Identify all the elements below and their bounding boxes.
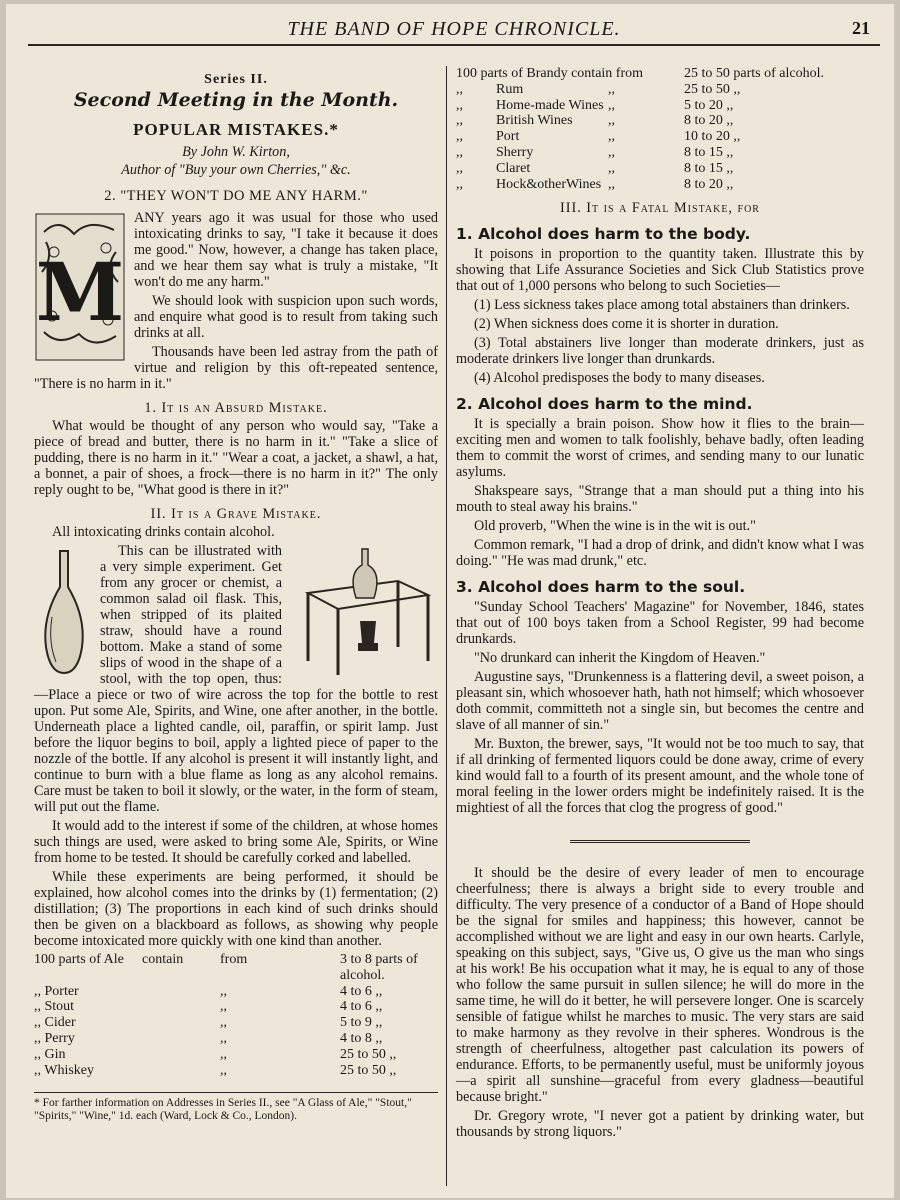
section-2-paragraph-3: It would add to the interest if some of the children, at whose homes such things are used, were asked to bring some Ale, Spirits, or Wine from home to be tested. It should be carefully corked and labelled.: [34, 818, 438, 866]
table-cell: 5 to 9 ,,: [340, 1015, 383, 1031]
table-cell: [142, 1063, 220, 1079]
alcohol-table-left: [34, 952, 438, 1078]
table-cell: 3 to 8 parts of alcohol.: [340, 952, 418, 983]
table-cell: [496, 66, 608, 82]
mind-paragraph-3: Old proverb, "When the wine is in the wit is out.": [474, 518, 756, 535]
section-2-paragraph-4: While these experiments are being performed, it should be explained, how alcohol comes into the drinks by (1) fermentation; (2) distillation; (3) The proportions in each kind of such drinks should then be given on a blackboard as follows, as showing why people become intoxicated more quickly with one kind than another.: [34, 869, 438, 949]
table-cell: 4 to 6 ,,: [340, 983, 383, 999]
body-paragraph: It poisons in proportion to the quantity taken. Illustrate this by showing that Life Assurance Societies and Sick Club Statistics prove that out of 1,000 persons who belong to such Societies—: [456, 246, 864, 295]
flask-illustration-icon: [34, 547, 94, 677]
table-cell: Port: [496, 129, 520, 145]
table-cell: ,,: [608, 144, 615, 160]
intro-paragraph-2: We should look with suspicion upon such words, and enquire what good is to result from taking such drinks at all.: [134, 293, 438, 341]
table-cell: ,,: [456, 144, 463, 160]
table-cell: 25 to 50 ,,: [684, 81, 741, 97]
table-cell: ,, Porter: [34, 983, 79, 999]
table-cell: Hock&otherWines: [496, 176, 602, 192]
table-cell: Claret: [496, 160, 531, 176]
header-rule: [28, 44, 880, 46]
table-cell: 8 to 15 ,,: [684, 144, 734, 160]
table-cell: 10 to 20 ,,: [684, 129, 741, 145]
column-rule: [446, 66, 447, 1186]
table-cell: Rum: [496, 81, 524, 97]
section-subhead: 2. "THEY WON'T DO ME ANY HARM.": [104, 188, 368, 204]
table-cell: [142, 1047, 220, 1063]
ornamental-dropcap-icon: [34, 212, 126, 362]
table-cell: [608, 66, 684, 82]
table-cell: 5 to 20 ,,: [684, 97, 734, 113]
table-cell: ,,: [608, 97, 615, 113]
left-column: [34, 66, 438, 1123]
article-title: POPULAR MISTAKES.*: [133, 120, 339, 139]
table-cell: ,,: [456, 97, 463, 113]
section-2-heading: II. It is a Grave Mistake.: [150, 506, 322, 522]
section-3-heading: III. It is a Fatal Mistake, for: [560, 200, 760, 217]
table-cell: British Wines: [496, 113, 573, 129]
stand-illustration-icon: [288, 543, 438, 683]
table-cell: ,,: [456, 113, 463, 129]
table-cell: contain: [142, 952, 184, 967]
page: [6, 4, 894, 1198]
table-cell: 100 parts of Ale: [34, 952, 124, 967]
alcohol-table-right: [456, 66, 864, 192]
meeting-heading: Second Meeting in the Month.: [73, 89, 399, 111]
soul-heading: 3. Alcohol does harm to the soul.: [456, 578, 746, 597]
table-cell: [142, 1015, 220, 1031]
table-cell: 25 to 50 parts of alcohol.: [684, 66, 824, 81]
table-cell: ,,: [608, 176, 615, 192]
section-2-paragraph-1: All intoxicating drinks contain alcohol.: [52, 524, 275, 540]
table-cell: ,,: [220, 1062, 227, 1078]
body-item-2: (2) When sickness does come it is shorter in duration.: [474, 316, 779, 333]
intro-paragraph: ANY years ago it was usual for those who used intoxicating drinks to say, "I take it because it does me good." Now, however, a change has taken place, and we hear them say what is truly a mistake, "It won't do me any harm.": [134, 210, 438, 290]
table-cell: ,,: [608, 113, 615, 129]
mind-heading: 2. Alcohol does harm to the mind.: [456, 395, 753, 414]
table-cell: ,,: [456, 160, 463, 176]
table-cell: ,, Gin: [34, 1046, 66, 1062]
mind-paragraph-4: Common remark, "I had a drop of drink, and didn't know what I was doing." "He was mad drunk," etc.: [456, 537, 864, 570]
table-cell: 4 to 8 ,,: [340, 1030, 383, 1046]
table-cell: ,,: [456, 81, 463, 97]
table-cell: 8 to 20 ,,: [684, 176, 734, 192]
table-cell: ,,: [220, 1030, 227, 1046]
table-cell: ,, Perry: [34, 1030, 75, 1046]
right-column: [456, 66, 864, 1143]
section-1-paragraph: What would be thought of any person who would say, "Take a piece of bread and butter, there is no harm in it." "Take a slice of pudding, there is no harm in it." "Wear a coat, a jacket, a shawl, a hat, a bonnet, a pair of shoes, a frock—there is no harm in it?" The only reply ought to be, "What good is there in it?": [34, 418, 438, 498]
section-2-paragraph-2: This can be illustrated with a very simple experiment. Get from any grocer or chemist, a common salad oil flask. This, when stripped of its plaited straw, should have a round bottom. Make a stand of some slips of wood in the shape of a stool, with the top open, thus:—Place a piece or two of wire across the top for the bottle to rest upon. Put some Ale, Spirits, and Wine, one after another, in the bottle. Underneath place a lighted candle, oil, paraffin, or spirit lamp. Just before the liquor begins to boil, apply a lighted piece of paper to the nozzle of the bottle. If any alcohol is present it will instantly light, and continue to burn with a blue flame as long as any alcohol remains. Care must be taken to boil it slowly, or the water, in the form of steam, will put out the flame.: [34, 543, 438, 815]
table-cell: [142, 999, 220, 1015]
table-cell: ,,: [608, 129, 615, 145]
soul-paragraph-3: Augustine says, "Drunkenness is a flattering devil, a sweet poison, a pleasant sin, which whosoever hath, hath not himself; which whosoever doth commit, committeth not a single sin, but becomes the centre and slave of all manner of sin.": [456, 669, 864, 734]
table-cell: ,,: [220, 1046, 227, 1062]
soul-paragraph-1: "Sunday School Teachers' Magazine" for November, 1846, states that out of 100 boys taken from a School Register, 99 had become drunkards.: [456, 599, 864, 648]
table-cell: 25 to 50 ,,: [340, 1062, 397, 1078]
table-cell: 25 to 50 ,,: [340, 1046, 397, 1062]
table-cell: [142, 1031, 220, 1047]
table-cell: 8 to 15 ,,: [684, 160, 734, 176]
table-cell: ,,: [456, 129, 463, 145]
body-heading: 1. Alcohol does harm to the body.: [456, 225, 751, 244]
intro-paragraph-3: Thousands have been led astray from the path of virtue and religion by this oft-repeated sentence, "There is no harm in it.": [34, 344, 438, 392]
table-cell: ,,: [608, 160, 615, 176]
running-title: THE BAND OF HOPE CHRONICLE.: [287, 18, 621, 40]
table-cell: ,,: [608, 81, 615, 97]
table-cell: 100 parts of Brandy contain from: [456, 66, 644, 81]
footnote: * For farther information on Addresses in Series II., see "A Glass of Ale," "Stout," "Spirits," "Wine," 1d. each (Ward, Lock & Co., London).: [34, 1092, 438, 1123]
table-cell: ,, Cider: [34, 1015, 76, 1031]
page-header: [28, 14, 880, 44]
soul-paragraph-2: "No drunkard can inherit the Kingdom of Heaven.": [474, 650, 766, 667]
body-item-1: (1) Less sickness takes place among total abstainers than drinkers.: [474, 297, 850, 314]
gregory-paragraph: Dr. Gregory wrote, "I never got a patient by drinking water, but thousands by strong liquors.": [456, 1108, 864, 1141]
table-cell: Home-made Wines: [496, 97, 604, 113]
table-cell: ,,: [220, 999, 227, 1015]
table-cell: ,,: [220, 983, 227, 999]
table-cell: 4 to 6 ,,: [340, 999, 383, 1015]
author-note: Author of "Buy your own Cherries," &c.: [121, 162, 351, 178]
body-item-3: (3) Total abstainers live longer than moderate drinkers, just as moderate drinkers live longer than drunkards.: [456, 335, 864, 368]
byline: By John W. Kirton,: [182, 144, 290, 160]
cheerfulness-paragraph: It should be the desire of every leader of men to encourage cheerfulness; there is always a bright side to every trouble and difficulty. The very presence of a conductor of a Band of Hope should be the signal for smiles and happiness; this however, cannot be accomplished without we are light and easy in our own hearts. Carlyle, speaking on this subject, says, "Give us, O give us the man who sings at his work! Be his occupation what it may, he is equal to any of those who follow the same pursuit in sullen silence; he will do more in the same time, he will do it better, he will persevere longer. One is scarcely sensible of fatigue whilst he marches to music. The very stars are said to make harmony as they revolve in their spheres. Wondrous is the strength of cheerfulness, altogether past calculation its powers of endurance. Efforts, to be permanently useful, must be uniformly joyous—a spirit all sunshine—graceful from every gladness—beautiful because bright.": [456, 865, 864, 1106]
series-label: Series II.: [204, 72, 268, 87]
table-cell: ,, Stout: [34, 999, 75, 1015]
body-item-4: (4) Alcohol predisposes the body to many diseases.: [474, 370, 765, 387]
table-cell: ,,: [456, 176, 463, 192]
page-number: 21: [852, 18, 870, 38]
mind-paragraph-1: It is specially a brain poison. Show how it flies to the brain—exciting men and women to talk foolishly, behave badly, often leading them to commit the worst of crimes, and sending many to our lunatic asylums.: [456, 416, 864, 481]
table-cell: 8 to 20 ,,: [684, 113, 734, 129]
soul-paragraph-4: Mr. Buxton, the brewer, says, "It would not be too much to say, that if all drinking of fermented liquors could be done away, crime of every kind would fall to a fourth of its present amount, and the whole tone of moral feeling in the lower orders might be indefinitely raised. It is the mightiest of all the forces that clog the progress of good.": [456, 736, 864, 817]
table-cell: Sherry: [496, 144, 534, 160]
table-cell: [142, 984, 220, 1000]
section-divider: [570, 840, 750, 843]
table-cell: ,,: [220, 1015, 227, 1031]
section-1-heading: 1. It is an Absurd Mistake.: [144, 400, 328, 416]
table-cell: ,, Whiskey: [34, 1062, 95, 1078]
dropcap-letter: M: [35, 245, 125, 339]
mind-paragraph-2: Shakspeare says, "Strange that a man should put a thing into his mouth to steal away his brains.": [456, 483, 864, 516]
table-cell: from: [220, 952, 248, 967]
